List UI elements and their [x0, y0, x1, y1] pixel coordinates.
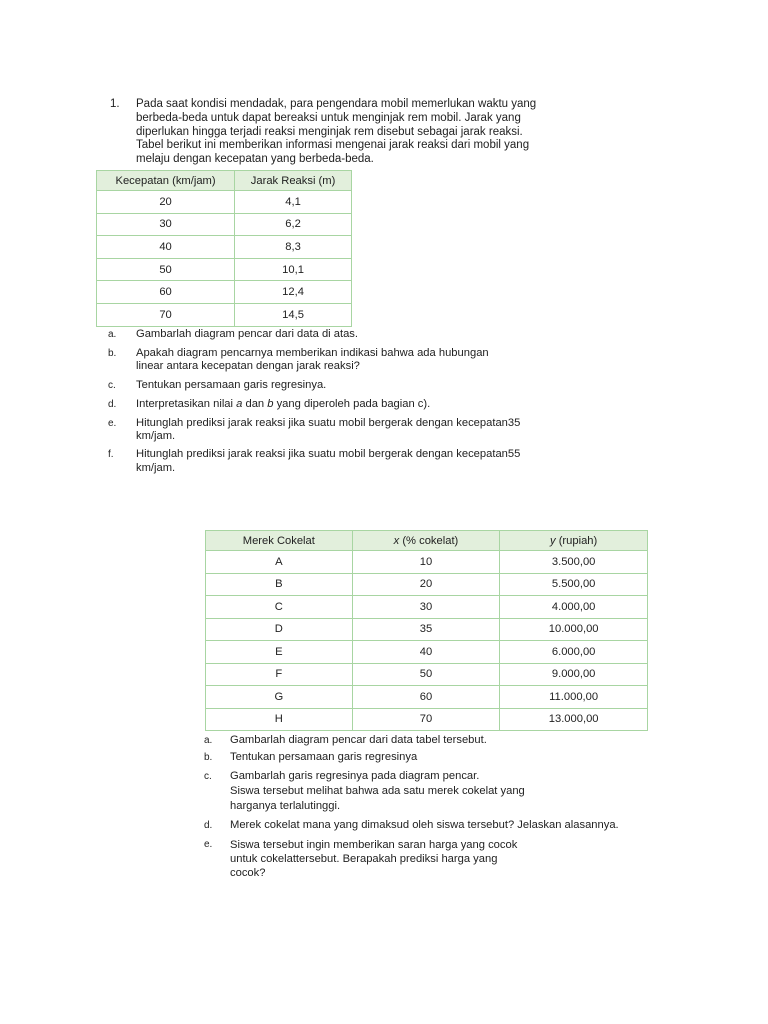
subquestion-c	[108, 379, 578, 392]
brand-cell: A	[206, 551, 353, 574]
x-cell: 50	[352, 663, 500, 686]
table-row	[97, 236, 352, 259]
table-row	[97, 258, 352, 281]
subquestion-text: linear antara kecepatan dengan jarak reaksi?	[136, 360, 360, 373]
x-cell: 70	[352, 708, 500, 731]
subquestion-letter: f.	[108, 449, 114, 461]
variable-y: y	[550, 534, 556, 547]
subquestion-a	[108, 328, 578, 341]
table-row	[97, 281, 352, 304]
y-cell: 6.000,00	[500, 641, 648, 664]
speed-cell: 70	[97, 303, 235, 326]
subquestion-letter: b.	[204, 752, 213, 764]
speed-cell: 50	[97, 258, 235, 281]
text-fragment: yang diperoleh pada bagian c).	[273, 397, 431, 410]
column-header-distance: Jarak Reaksi (m)	[235, 171, 352, 191]
subquestion-text: Apakah diagram pencarnya memberikan indikasi bahwa ada hubungan	[136, 347, 489, 360]
x-cell: 35	[352, 618, 500, 641]
subquestion-d	[204, 819, 654, 832]
subquestion-letter: d.	[108, 398, 117, 410]
table-row	[206, 686, 648, 709]
brand-cell: E	[206, 641, 353, 664]
subquestion-text: Tentukan persamaan garis regresinya.	[136, 378, 327, 391]
subquestion-text: km/jam.	[136, 461, 176, 474]
subquestion-letter: d.	[204, 820, 213, 832]
brand-cell: H	[206, 708, 353, 731]
brand-cell: G	[206, 686, 353, 709]
distance-cell: 10,1	[235, 258, 352, 281]
y-cell: 10.000,00	[500, 618, 648, 641]
subquestion-e	[204, 838, 654, 880]
subquestion-letter: a.	[108, 329, 117, 340]
variable-b: b	[267, 397, 274, 410]
y-cell: 9.000,00	[500, 663, 648, 686]
subquestion-text: Tentukan persamaan garis regresinya	[230, 751, 418, 764]
y-cell: 4.000,00	[500, 596, 648, 619]
subquestion-text: Hitunglah prediksi jarak reaksi jika suatu mobil bergerak dengan kecepatan35	[136, 417, 521, 430]
subquestion-text	[136, 398, 578, 411]
table-row	[206, 641, 648, 664]
subquestion-a	[204, 734, 654, 747]
subquestion-letter: e.	[204, 838, 213, 850]
subquestion-text: untuk cokelattersebut. Berapakah prediksi harga yang	[230, 852, 498, 865]
subquestion-text: Gambarlah garis regresinya pada diagram pencar.	[230, 770, 480, 783]
brand-cell: B	[206, 573, 353, 596]
distance-cell: 6,2	[235, 213, 352, 236]
intro-line: Pada saat kondisi mendadak, para pengendara mobil memerlukan waktu yang	[136, 98, 537, 110]
y-cell: 13.000,00	[500, 708, 648, 731]
subquestion-letter: e.	[108, 418, 117, 430]
text-fragment: Interpretasikan nilai	[136, 397, 237, 410]
brand-cell: C	[206, 596, 353, 619]
x-cell: 60	[352, 686, 500, 709]
subquestion-text: Gambarlah diagram pencar dari data di atas.	[136, 328, 359, 340]
subquestion-e	[108, 417, 578, 443]
x-cell: 30	[352, 596, 500, 619]
distance-cell: 8,3	[235, 236, 352, 259]
column-header-brand: Merek Cokelat	[206, 531, 353, 551]
distance-cell: 14,5	[235, 303, 352, 326]
intro-line: berbeda-beda untuk dapat bereaksi untuk menginjak rem mobil. Jarak yang	[136, 111, 521, 124]
variable-x: x	[393, 534, 400, 547]
question-number: 1.	[110, 98, 120, 110]
speed-cell: 60	[97, 281, 235, 304]
y-cell: 5.500,00	[500, 573, 648, 596]
speed-cell: 30	[97, 213, 235, 236]
table-row	[206, 573, 648, 596]
subquestion-d	[108, 398, 578, 411]
question1-subquestions	[108, 328, 578, 475]
table-row	[97, 191, 352, 214]
table-row	[97, 303, 352, 326]
subquestion-letter: c.	[204, 771, 212, 783]
subquestion-text: km/jam.	[136, 430, 176, 443]
speed-cell: 40	[97, 236, 235, 259]
y-cell: 3.500,00	[500, 551, 648, 574]
table-row	[206, 618, 648, 641]
subquestion-b	[108, 347, 578, 373]
reaction-distance-table	[96, 170, 352, 327]
intro-line: diperlukan hingga terjadi reaksi menginjak rem disebut sebagai jarak reaksi.	[136, 125, 523, 138]
subquestion-text: Siswa tersebut ingin memberikan saran harga yang cocok	[230, 838, 518, 851]
intro-line: melaju dengan kecepatan yang berbeda-beda.	[136, 153, 374, 166]
distance-cell: 12,4	[235, 281, 352, 304]
variable-a: a	[236, 397, 243, 410]
speed-cell: 20	[97, 191, 235, 214]
table-row	[206, 596, 648, 619]
table-row	[206, 551, 648, 574]
table-row	[206, 663, 648, 686]
column-header-y	[500, 531, 648, 551]
distance-cell: 4,1	[235, 191, 352, 214]
subquestion-letter: c.	[108, 379, 116, 391]
subquestion-c	[204, 769, 654, 814]
column-header-x	[352, 531, 500, 551]
subquestion-text: Gambarlah diagram pencar dari data tabel tersebut.	[230, 734, 487, 746]
table-row	[97, 213, 352, 236]
text-fragment: dan	[242, 397, 268, 410]
column-header-speed: Kecepatan (km/jam)	[97, 171, 235, 191]
x-cell: 10	[352, 551, 500, 574]
subquestion-f	[108, 448, 578, 474]
subquestion-text: Merek cokelat mana yang dimaksud oleh siswa tersebut? Jelaskan alasannya.	[230, 819, 619, 832]
subquestion-text: harganya terlalutinggi.	[230, 800, 341, 813]
y-cell: 11.000,00	[500, 686, 648, 709]
question-intro	[136, 98, 588, 167]
subquestion-letter: a.	[204, 735, 213, 746]
header-text: (% cokelat)	[399, 534, 459, 547]
subquestion-text: Hitunglah prediksi jarak reaksi jika suatu mobil bergerak dengan kecepatan55	[136, 448, 521, 461]
table-header-row	[206, 531, 648, 551]
header-text: (rupiah)	[555, 534, 598, 547]
intro-line: Tabel berikut ini memberikan informasi mengenai jarak reaksi dari mobil yang	[136, 139, 530, 152]
subquestion-text: cocok?	[230, 866, 266, 879]
brand-cell: F	[206, 663, 353, 686]
x-cell: 40	[352, 641, 500, 664]
chocolate-price-table	[205, 530, 648, 731]
x-cell: 20	[352, 573, 500, 596]
brand-cell: D	[206, 618, 353, 641]
subquestion-text: Siswa tersebut melihat bahwa ada satu merek cokelat yang	[230, 785, 525, 798]
table-header-row	[97, 171, 352, 191]
table-row	[206, 708, 648, 731]
question2-subquestions	[204, 734, 654, 880]
subquestion-letter: b.	[108, 348, 117, 360]
subquestion-b	[204, 751, 654, 764]
